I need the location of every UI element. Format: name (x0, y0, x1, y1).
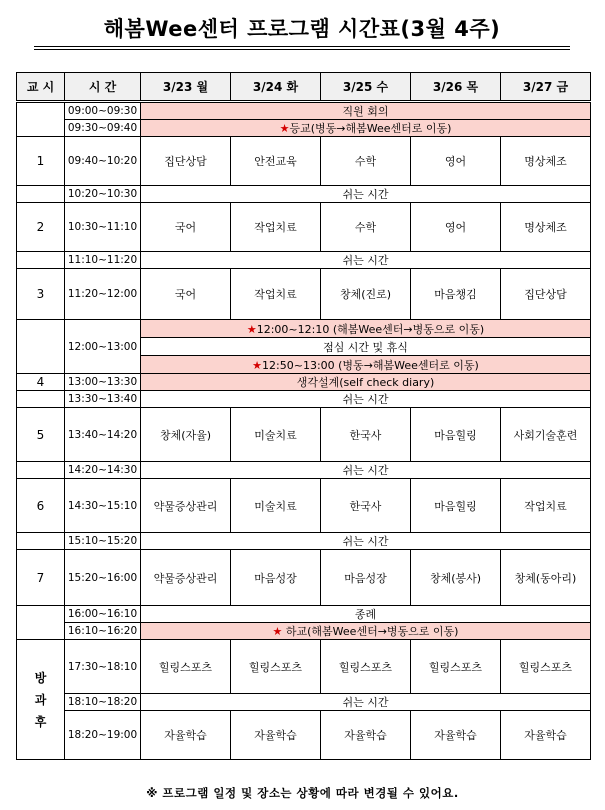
header-time: 시 간 (65, 73, 141, 102)
class-cell: 자율학습 (231, 711, 321, 760)
header-tue: 3/24 화 (231, 73, 321, 102)
class-cell: 한국사 (321, 479, 411, 533)
table-row (17, 623, 591, 640)
class-cell: 작업치료 (231, 269, 321, 320)
span-cell-lunch: 점심 시간 및 휴식 (141, 338, 591, 356)
time-cell: 13:00~13:30 (65, 374, 141, 391)
class-cell: 영어 (411, 137, 501, 186)
table-row (17, 711, 591, 760)
period-cell: 2 (17, 203, 65, 252)
period-cell-empty (17, 462, 65, 479)
class-cell: 집단상담 (141, 137, 231, 186)
table-row (17, 479, 591, 533)
class-cell: 국어 (141, 269, 231, 320)
span-cell-break: 쉬는 시간 (141, 186, 591, 203)
class-cell: 약물증상관리 (141, 479, 231, 533)
class-cell: 명상체조 (501, 203, 591, 252)
table-row (17, 102, 591, 120)
class-cell: 명상체조 (501, 137, 591, 186)
time-cell: 10:30~11:10 (65, 203, 141, 252)
time-cell: 15:20~16:00 (65, 550, 141, 606)
class-cell: 수학 (321, 137, 411, 186)
table-row (17, 374, 591, 391)
span-cell-break: 쉬는 시간 (141, 462, 591, 479)
class-cell: 창체(자율) (141, 408, 231, 462)
span-text: 12:00~12:10 (해봄Wee센터→병동으로 이동) (256, 322, 485, 336)
time-cell: 09:30~09:40 (65, 120, 141, 137)
span-cell-move-to-ward (141, 320, 591, 338)
class-cell: 작업치료 (501, 479, 591, 533)
table-row (17, 137, 591, 186)
class-cell: 창체(진로) (321, 269, 411, 320)
class-cell: 자율학습 (501, 711, 591, 760)
time-cell: 16:00~16:10 (65, 606, 141, 623)
span-cell-self-check: 생각설계(self check diary) (141, 374, 591, 391)
period-cell-empty (17, 252, 65, 269)
time-cell: 10:20~10:30 (65, 186, 141, 203)
period-cell: 4 (17, 374, 65, 391)
span-cell-move-to-center (141, 356, 591, 374)
after-school-char: 후 (34, 714, 47, 729)
header-wed: 3/25 수 (321, 73, 411, 102)
span-cell-departure (141, 623, 591, 640)
class-cell: 힐링스포츠 (501, 640, 591, 694)
time-cell: 14:30~15:10 (65, 479, 141, 533)
table-row (17, 252, 591, 269)
class-cell: 마음힐링 (411, 479, 501, 533)
period-cell-empty (17, 186, 65, 203)
period-cell: 3 (17, 269, 65, 320)
period-cell: 1 (17, 137, 65, 186)
class-cell: 창체(봉사) (411, 550, 501, 606)
page-title: 해봄Wee센터 프로그램 시간표(3월 4주) (34, 14, 570, 47)
time-cell: 09:40~10:20 (65, 137, 141, 186)
timetable (16, 72, 591, 760)
header-thu: 3/26 목 (411, 73, 501, 102)
period-cell-empty (17, 391, 65, 408)
table-row (17, 408, 591, 462)
table-row (17, 533, 591, 550)
after-school-char: 방 (34, 670, 47, 685)
period-cell: 6 (17, 479, 65, 533)
table-row (17, 203, 591, 252)
class-cell: 국어 (141, 203, 231, 252)
span-cell-break: 쉬는 시간 (141, 533, 591, 550)
span-cell-break: 쉬는 시간 (141, 694, 591, 711)
after-school-label (17, 640, 65, 760)
class-cell: 창체(동아리) (501, 550, 591, 606)
class-cell: 수학 (321, 203, 411, 252)
time-cell: 18:20~19:00 (65, 711, 141, 760)
class-cell: 약물증상관리 (141, 550, 231, 606)
span-cell-arrival (141, 120, 591, 137)
period-cell-empty (17, 102, 65, 137)
class-cell: 마음챙김 (411, 269, 501, 320)
span-text: 12:50~13:00 (병동→해봄Wee센터로 이동) (262, 358, 479, 372)
time-cell: 17:30~18:10 (65, 640, 141, 694)
table-row (17, 269, 591, 320)
table-row (17, 391, 591, 408)
class-cell: 힐링스포츠 (141, 640, 231, 694)
class-cell: 마음성장 (321, 550, 411, 606)
table-row (17, 640, 591, 694)
class-cell: 영어 (411, 203, 501, 252)
time-cell: 16:10~16:20 (65, 623, 141, 640)
class-cell: 자율학습 (321, 711, 411, 760)
star-icon: ★ (246, 322, 257, 336)
time-cell: 11:10~11:20 (65, 252, 141, 269)
class-cell: 미술치료 (231, 479, 321, 533)
header-mon: 3/23 월 (141, 73, 231, 102)
table-row (17, 462, 591, 479)
class-cell: 힐링스포츠 (321, 640, 411, 694)
class-cell: 힐링스포츠 (231, 640, 321, 694)
span-cell-closing: 종례 (141, 606, 591, 623)
span-cell-break: 쉬는 시간 (141, 391, 591, 408)
period-cell: 7 (17, 550, 65, 606)
class-cell: 안전교육 (231, 137, 321, 186)
footnote: ※ 프로그램 일정 및 장소는 상황에 따라 변경될 수 있어요. (146, 786, 459, 800)
class-cell: 자율학습 (411, 711, 501, 760)
class-cell: 한국사 (321, 408, 411, 462)
header-row (17, 73, 591, 102)
class-cell: 자율학습 (141, 711, 231, 760)
header-period: 교 시 (17, 73, 65, 102)
table-row (17, 550, 591, 606)
class-cell: 작업치료 (231, 203, 321, 252)
class-cell: 마음힐링 (411, 408, 501, 462)
time-cell: 18:10~18:20 (65, 694, 141, 711)
class-cell: 마음성장 (231, 550, 321, 606)
time-cell: 13:40~14:20 (65, 408, 141, 462)
class-cell: 미술치료 (231, 408, 321, 462)
class-cell: 사회기술훈련 (501, 408, 591, 462)
time-cell: 15:10~15:20 (65, 533, 141, 550)
time-cell: 12:00~13:00 (65, 320, 141, 374)
star-icon: ★ (279, 122, 290, 135)
table-row (17, 120, 591, 137)
star-icon: ★ (252, 358, 263, 372)
table-row (17, 606, 591, 623)
span-cell-staff-meeting: 직원 회의 (141, 102, 591, 120)
class-cell: 집단상담 (501, 269, 591, 320)
period-cell-empty (17, 320, 65, 374)
header-fri: 3/27 금 (501, 73, 591, 102)
time-cell: 13:30~13:40 (65, 391, 141, 408)
span-text: 하교(해봄Wee센터→병동으로 이동) (285, 625, 459, 638)
period-cell: 5 (17, 408, 65, 462)
class-cell: 힐링스포츠 (411, 640, 501, 694)
table-row (17, 186, 591, 203)
title-underline (34, 49, 570, 50)
star-icon: ★ (272, 625, 283, 638)
time-cell: 14:20~14:30 (65, 462, 141, 479)
time-cell: 09:00~09:30 (65, 102, 141, 120)
period-cell-empty (17, 606, 65, 640)
table-row (17, 320, 591, 338)
title-block (34, 14, 570, 50)
span-cell-break: 쉬는 시간 (141, 252, 591, 269)
time-cell: 11:20~12:00 (65, 269, 141, 320)
period-cell-empty (17, 533, 65, 550)
table-row (17, 694, 591, 711)
after-school-char: 과 (34, 692, 47, 707)
span-text: 등교(병동→해봄Wee센터로 이동) (289, 122, 452, 135)
